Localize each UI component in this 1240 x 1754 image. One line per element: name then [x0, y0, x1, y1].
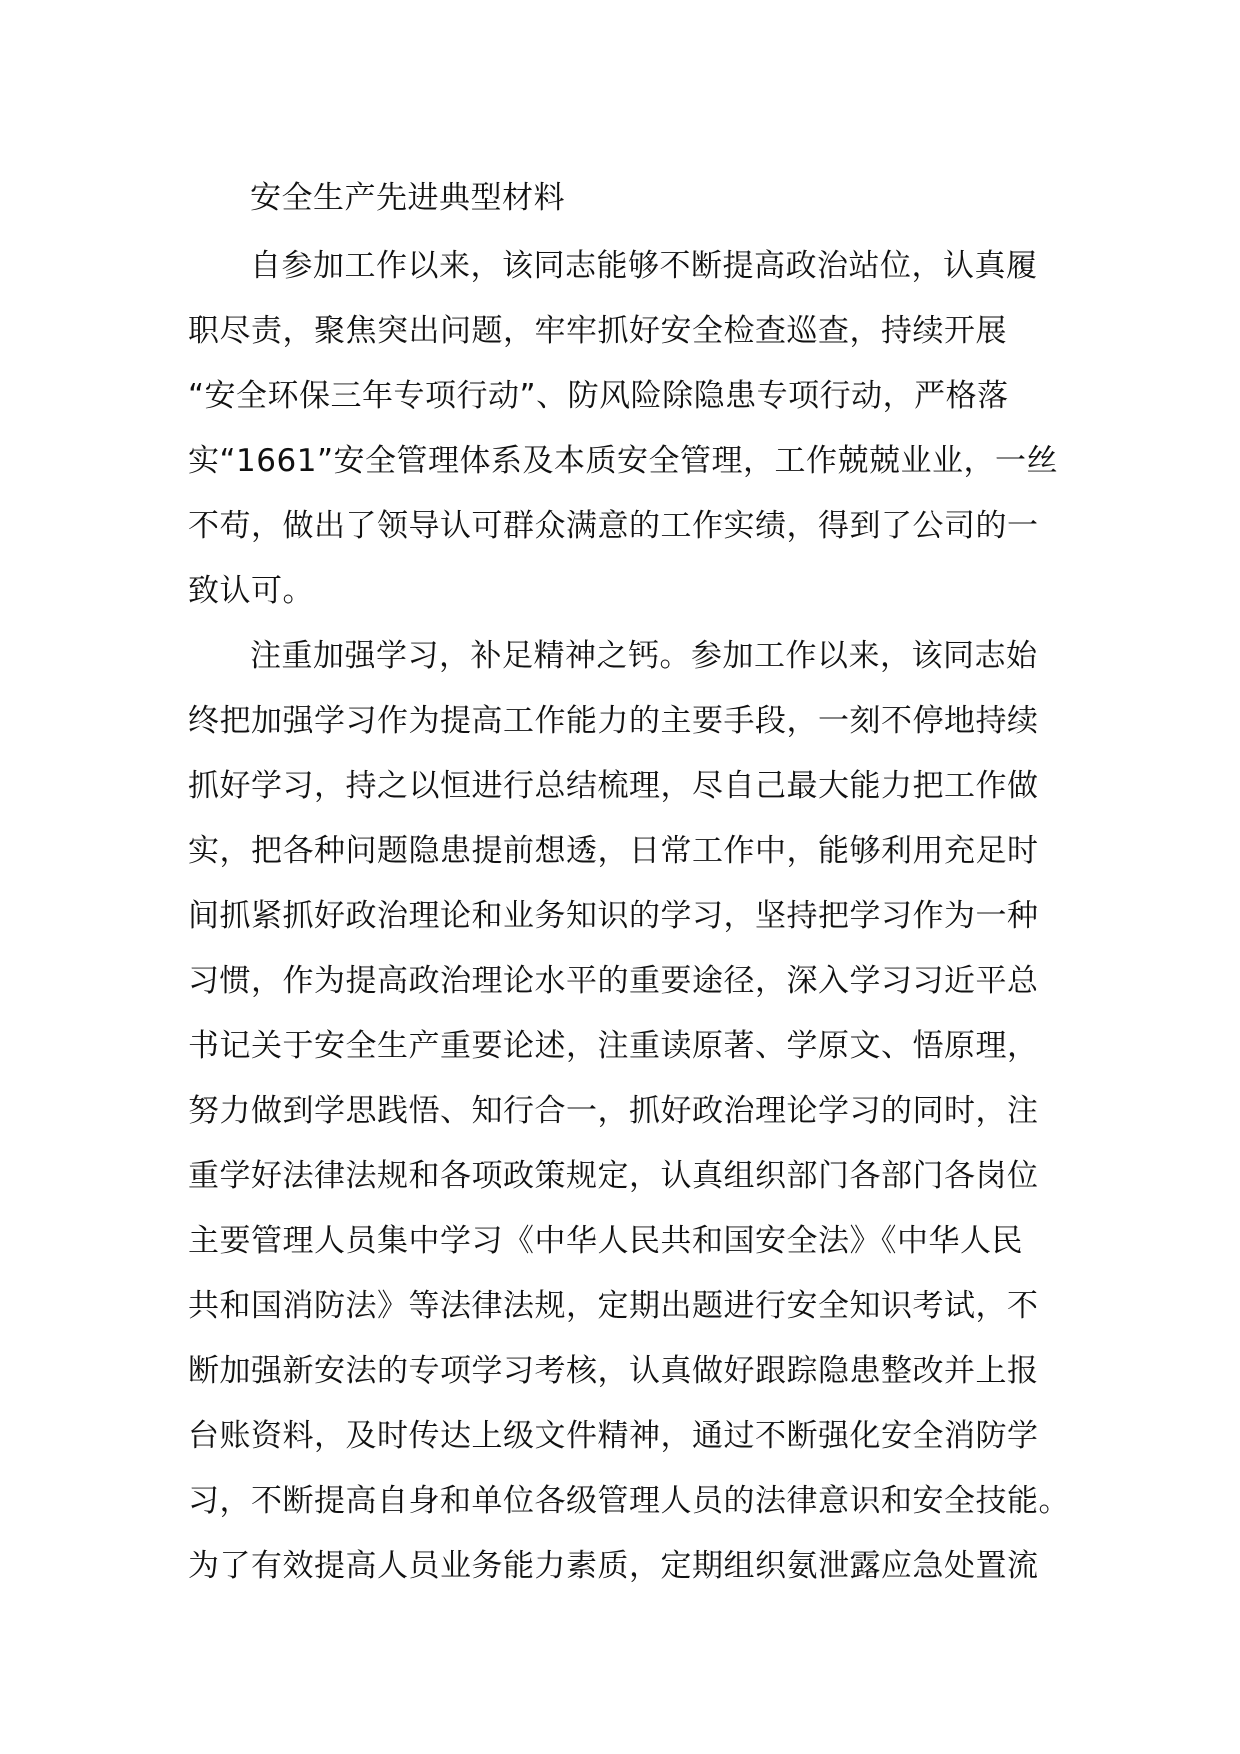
- paragraph-line: 实，把各种问题隐患提前想透，日常工作中，能够利用充足时: [188, 833, 1039, 869]
- paragraph-line: 主要管理人员集中学习《中华人民共和国安全法》《中华人民: [188, 1223, 1023, 1259]
- paragraph-line: 注重加强学习，补足精神之钙。参加工作以来，该同志始: [250, 638, 1038, 674]
- document-title: 安全生产先进典型材料: [250, 180, 565, 216]
- paragraph-line: 习，不断提高自身和单位各级管理人员的法律意识和安全技能。: [188, 1483, 1070, 1519]
- paragraph-line: 断加强新安法的专项学习考核，认真做好跟踪隐患整改并上报: [188, 1353, 1039, 1389]
- paragraph-line: 台账资料，及时传达上级文件精神，通过不断强化安全消防学: [188, 1418, 1039, 1454]
- paragraph-line: 职尽责，聚焦突出问题，牢牢抓好安全检查巡查，持续开展: [188, 313, 1007, 349]
- paragraph-line: 共和国消防法》等法律法规，定期出题进行安全知识考试，不: [188, 1288, 1039, 1324]
- paragraph-line: 抓好学习，持之以恒进行总结梳理，尽自己最大能力把工作做: [188, 768, 1039, 804]
- paragraph-line: 书记关于安全生产重要论述，注重读原著、学原文、悟原理，: [188, 1028, 1039, 1064]
- paragraph-line: 为了有效提高人员业务能力素质，定期组织氨泄露应急处置流: [188, 1548, 1039, 1584]
- paragraph-line: 间抓紧抓好政治理论和业务知识的学习，坚持把学习作为一种: [188, 898, 1039, 934]
- paragraph-line: 习惯，作为提高政治理论水平的重要途径，深入学习习近平总: [188, 963, 1039, 999]
- paragraph-line: 重学好法律法规和各项政策规定，认真组织部门各部门各岗位: [188, 1158, 1039, 1194]
- paragraph-line: 自参加工作以来，该同志能够不断提高政治站位，认真履: [250, 248, 1038, 284]
- document-body: [188, 172, 1068, 1599]
- paragraph-line: 致认可。: [188, 573, 314, 609]
- paragraph-line: 实“1661”安全管理体系及本质安全管理，工作兢兢业业，一丝: [188, 443, 1059, 479]
- paragraph-line: “安全环保三年专项行动”、防风险除隐患专项行动，严格落: [188, 378, 1009, 414]
- paragraph-2: [188, 624, 1068, 1599]
- paragraph-1: [188, 234, 1068, 624]
- paragraph-line: 不苟，做出了领导认可群众满意的工作实绩，得到了公司的一: [188, 508, 1039, 544]
- paragraph-line: 终把加强学习作为提高工作能力的主要手段，一刻不停地持续: [188, 703, 1039, 739]
- paragraph-line: 努力做到学思践悟、知行合一，抓好政治理论学习的同时，注: [188, 1093, 1039, 1129]
